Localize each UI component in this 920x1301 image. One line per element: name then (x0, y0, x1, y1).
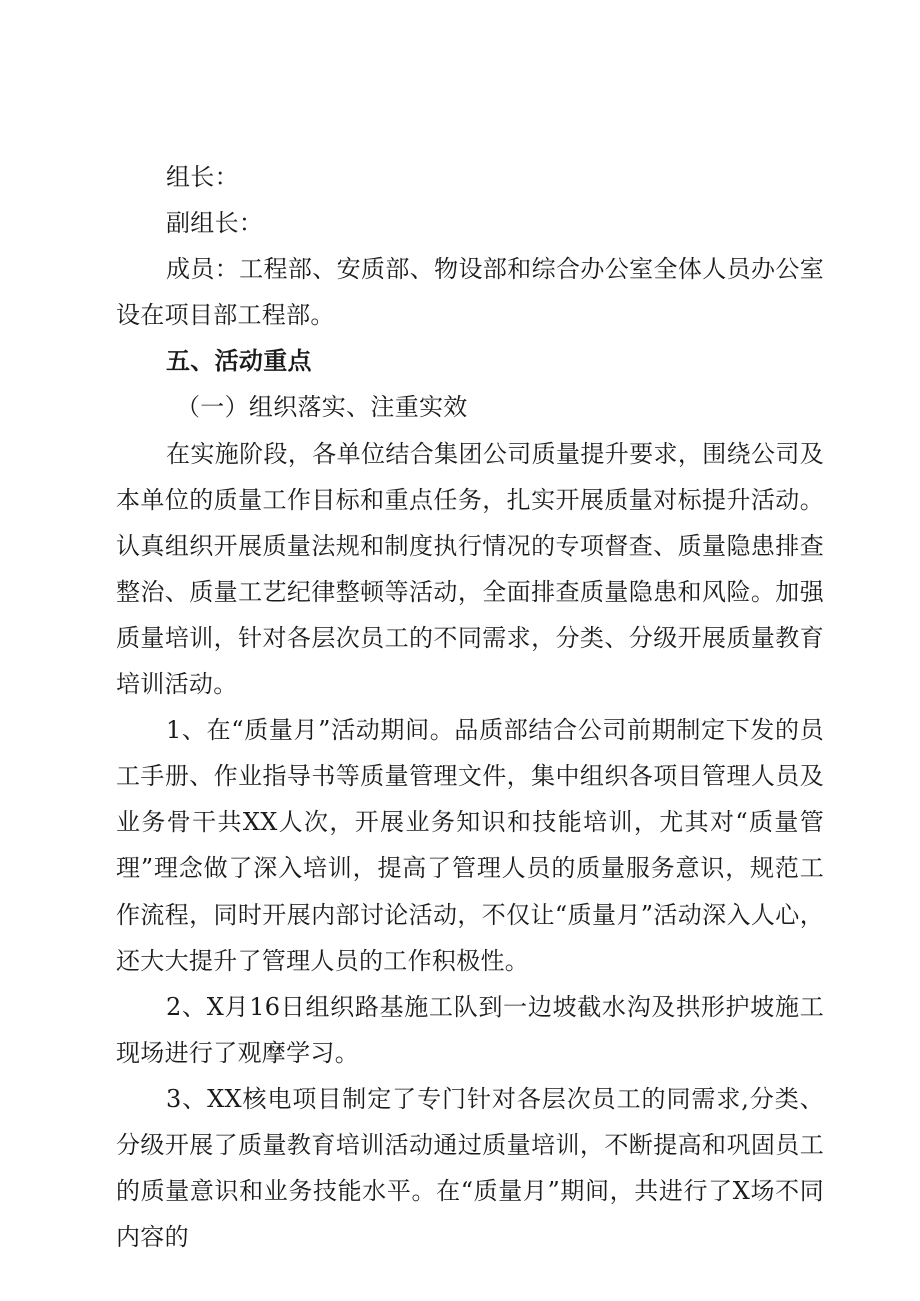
leader-line: 组长： (166, 163, 239, 191)
list-item-1: 1、在“质量月”活动期间。品质部结合公司前期制定下发的员工手册、作业指导书等质量管理文件，集中组织各项目管理人员及业务骨干共XX人次，开展业务知识和技能培训，尤其对“质量管理”理念做了深入培训，提高了管理人员的质量服务意识，规范工作流程，同时开展内部讨论活动，不仅让“质量月”活动深入人心，还大大提升了管理人员的工作积极性。 (116, 716, 824, 975)
list-item-3: 3、XX核电项目制定了专门针对各层次员工的同需求,分类、分级开展了质量教育培训活动通过质量培训，不断提高和巩固员工的质量意识和业务技能水平。在“质量月”期间，共进行了X场不同内容的 (116, 1084, 824, 1252)
list-item-2: 2、X月16日组织路基施工队到一边坡截水沟及拱形护坡施工现场进行了观摩学习。 (116, 992, 824, 1067)
section-heading: 五、活动重点 (166, 347, 312, 376)
members-paragraph: 成员：工程部、安质部、物设部和综合办公室全体人员办公室设在项目部工程部。 (116, 255, 824, 330)
subsection-heading: （一）组织落实、注重实效 (176, 393, 468, 422)
deputy-leader-line: 副组长： (166, 209, 264, 238)
document-body (116, 154, 824, 1260)
implementation-paragraph: 在实施阶段，各单位结合集团公司质量提升要求，围绕公司及本单位的质量工作目标和重点任务，扎实开展质量对标提升活动。认真组织开展质量法规和制度执行情况的专项督查、质量隐患排查整治、质量工艺纪律整顿等活动，全面排查质量隐患和风险。加强质量培训，针对各层次员工的不同需求，分类、分级开展质量教育培训活动。 (116, 439, 824, 699)
